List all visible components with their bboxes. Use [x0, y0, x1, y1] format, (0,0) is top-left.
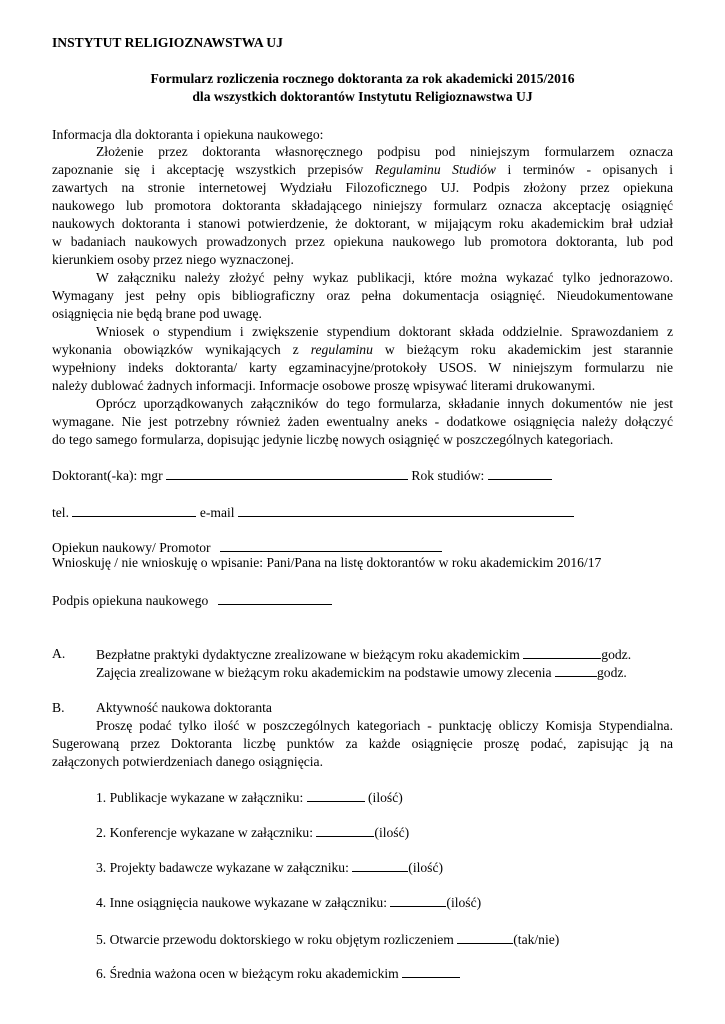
section-a-line2: Zajęcia zrealizowane w bieżącym roku akademickim na podstawie umowy zlecenia godz. — [96, 665, 627, 680]
item-projekty: 3. Projekty badawcze wykazane w załączniku: (ilość) — [96, 860, 444, 875]
section-b-text: Sugerowaną przez Doktoranta liczbę punktów za każde osiągnięcie proszę podać, zapisując ją na — [52, 736, 673, 751]
zlecenia-godz-field[interactable] — [555, 663, 597, 677]
doktorant-row — [52, 466, 552, 485]
info-p3-line: należy dublować żadnych informacji. Informacje osobowe proszę wpisywać literami drukowanymi. — [52, 378, 596, 393]
info-p3-line: wypełniony indeks doktoranta/ karty egzaminacyjne/protokoły USOS. W niniejszym formularzu nie — [52, 360, 673, 375]
contact-row — [52, 503, 574, 522]
info-p4-line: Oprócz uporządkowanych załączników do tego formularza, składanie innych dokumentów nie jest — [96, 396, 673, 411]
konferencje-count-field[interactable] — [316, 823, 374, 837]
info-p1-line: naukowych doktoranta i stanowi potwierdzenie, że doktorant, w mijającym roku akademickim brał udział — [52, 216, 673, 231]
info-p1-line: zawartych na stronie internetowej Wydziału Filozoficznego UJ. Podpis złożony przez opiekuna — [52, 180, 673, 195]
info-p4-line: wymagane. Nie jest potrzebny również żaden ewentualny aneks - dodatkowe osiągnięcia należy dołączyć — [52, 414, 673, 429]
item-inne: 4. Inne osiągnięcia naukowe wykazane w załączniku: (ilość) — [96, 895, 482, 910]
info-p1-line: zapoznanie się i akceptację wszystkich przepisów Regulaminu Studiów i terminów - opisanych i — [52, 162, 673, 177]
section-a-letter: A. — [52, 646, 66, 661]
section-b-letter: B. — [52, 700, 65, 715]
przewod-field[interactable] — [457, 930, 513, 944]
rok-studiow-label: Rok studiów: — [411, 468, 485, 483]
info-p3-line: Wniosek o stypendium i zwiększenie stypendium doktorant składa oddzielnie. Sprawozdaniem z — [96, 324, 673, 339]
wniosek-line: Wnioskuję / nie wnioskuję o wpisanie: Pani/Pana na listę doktorantów w roku akademickim 2016/17 — [52, 555, 602, 570]
inne-count-field[interactable] — [390, 893, 446, 907]
section-a-line1: Bezpłatne praktyki dydaktyczne zrealizowane w bieżącym roku akademickim godz. — [96, 647, 632, 662]
opiekun-field[interactable] — [220, 538, 442, 552]
info-p2-line: osiągnięcia nie będą brane pod uwagę. — [52, 306, 262, 321]
podpis-row — [52, 591, 332, 610]
doktorant-label: Doktorant(-ka): mgr — [52, 468, 163, 483]
info-p2-line: W załączniku należy złożyć pełny wykaz publikacji, które można wykazać tylko jednorazowo. — [96, 270, 673, 285]
publikacje-count-field[interactable] — [307, 788, 365, 802]
podpis-field[interactable] — [218, 591, 332, 605]
opiekun-label: Opiekun naukowy/ Promotor — [52, 540, 211, 555]
info-p4-line: do tego samego formularza, dopisując jedynie liczbę nowych osiągnięć w poszczególnych kategoriach. — [52, 432, 614, 447]
doktorant-name-field[interactable] — [166, 466, 408, 480]
email-field[interactable] — [238, 503, 574, 517]
institute-heading: INSTYTUT RELIGIOZNAWSTWA UJ — [52, 35, 283, 50]
tel-field[interactable] — [72, 503, 196, 517]
praktyki-godz-field[interactable] — [523, 645, 601, 659]
rok-studiow-field[interactable] — [488, 466, 552, 480]
form-title-line1: Formularz rozliczenia rocznego doktoranta za rok akademicki 2015/2016 — [150, 71, 575, 86]
podpis-label: Podpis opiekuna naukowego — [52, 593, 209, 608]
item-konferencje: 2. Konferencje wykazane w załączniku: (ilość) — [96, 825, 410, 840]
item-publikacje: 1. Publikacje wykazane w załączniku: (ilość) — [96, 790, 403, 805]
section-b-title: Aktywność naukowa doktoranta — [96, 700, 272, 715]
form-title-line2: dla wszystkich doktorantów Instytutu Religioznawstwa UJ — [192, 89, 533, 104]
email-label: e-mail — [199, 505, 235, 520]
info-p1-line: Złożenie przez doktoranta własnoręcznego podpisu pod niniejszym formularzem oznacza — [96, 144, 673, 159]
section-b-text: załączonych potwierdzeniach danego osiągnięcia. — [52, 754, 323, 769]
info-heading: Informacja dla doktoranta i opiekuna naukowego: — [52, 127, 324, 142]
info-p1-line: naukowego lub promotora doktoranta składającego niniejszy formularz oznacza akceptację osiągnięć — [52, 198, 673, 213]
info-p2-line: Wymagany jest pełny opis bibliograficzny oraz pełna dokumentacja osiągnięć. Nieudokumentowane — [52, 288, 673, 303]
tel-label: tel. — [52, 505, 69, 520]
projekty-count-field[interactable] — [352, 858, 408, 872]
info-p3-line: wykonania obowiązków wynikających z regulaminu w bieżącym roku akademickim jest starannie — [52, 342, 673, 357]
item-srednia: 6. Średnia ważona ocen w bieżącym roku akademickim — [96, 964, 460, 983]
info-p1-line: kierunkiem osoby przez niego wyznaczonej. — [52, 252, 294, 267]
srednia-field[interactable] — [402, 964, 460, 978]
section-b-text: Proszę podać tylko ilość w poszczególnych kategoriach - punktację obliczy Komisja Stypendialna. — [96, 718, 673, 733]
info-p1-line: w badaniach naukowych prowadzonych przez opiekuna naukowego lub promotora doktoranta, lub pod — [52, 234, 673, 249]
item-przewod: 5. Otwarcie przewodu doktorskiego w roku objętym rozliczeniem (tak/nie) — [96, 932, 560, 947]
